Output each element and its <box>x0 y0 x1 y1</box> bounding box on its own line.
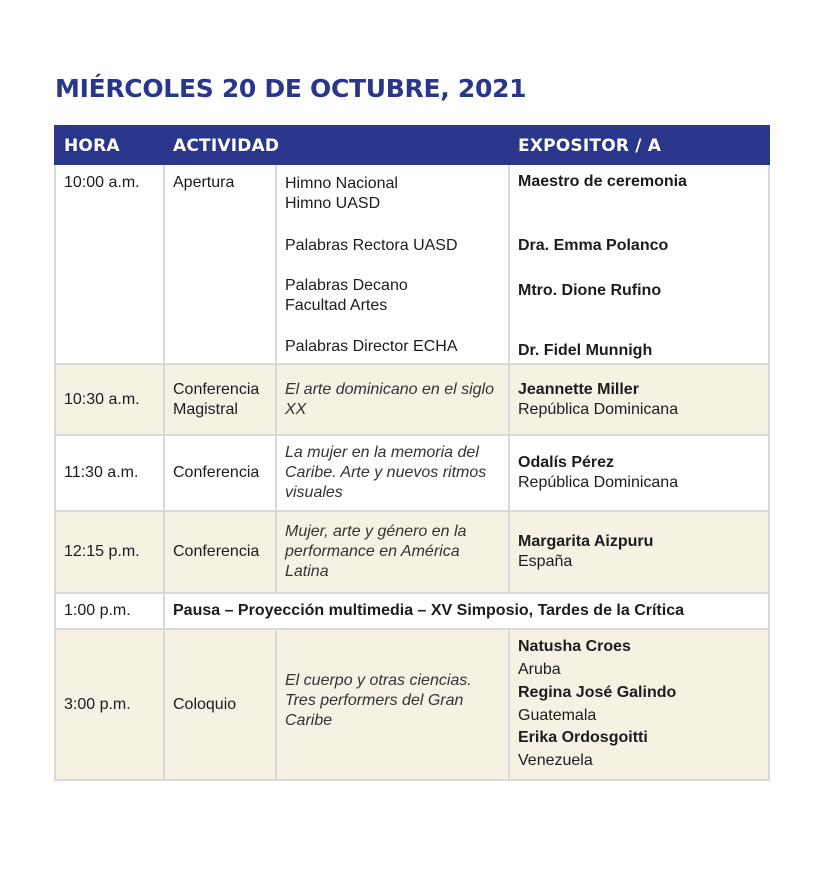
speaker-country: República Dominicana <box>518 400 679 418</box>
speaker-name: Natusha Croes <box>518 638 631 655</box>
activity-cell: Conferencia <box>164 435 276 511</box>
speaker-name: Dr. Fidel Munnigh <box>518 342 653 359</box>
activity-cell: Apertura <box>164 164 276 364</box>
activity-cell: Conferencia <box>164 511 276 593</box>
table-row <box>55 629 769 780</box>
table-row <box>55 164 769 364</box>
speaker-cell <box>509 164 769 364</box>
time-cell: 10:00 a.m. <box>55 164 164 364</box>
speaker-country: Guatemala <box>518 707 597 724</box>
speaker-cell <box>509 629 769 780</box>
header-expositor: EXPOSITOR / A <box>509 126 769 164</box>
speaker-name: Maestro de ceremonia <box>518 173 687 190</box>
page-title: MIÉRCOLES 20 DE OCTUBRE, 2021 <box>55 74 527 103</box>
activity-line: Magistral <box>173 400 238 418</box>
speaker-cell <box>509 364 769 435</box>
topic-cell: Mujer, arte y género en la performance en América Latina <box>276 511 509 593</box>
table-header-row <box>55 126 769 164</box>
speaker-name: Regina José Galindo <box>518 684 677 701</box>
speaker-country: Venezuela <box>518 752 593 769</box>
topic-cell <box>276 164 509 364</box>
speaker-country: Aruba <box>518 661 561 678</box>
table-row <box>55 364 769 435</box>
program-item: Palabras Decano <box>285 277 408 294</box>
program-item: Facultad Artes <box>285 297 388 314</box>
program-item: Himno Nacional <box>285 175 398 192</box>
activity-line: Conferencia <box>173 380 260 398</box>
schedule-table <box>54 125 770 781</box>
speaker-cell <box>509 435 769 511</box>
time-cell: 11:30 a.m. <box>55 435 164 511</box>
time-cell: 3:00 p.m. <box>55 629 164 780</box>
speaker-name: Margarita Aizpuru <box>518 533 654 550</box>
table-row <box>55 435 769 511</box>
program-item: Palabras Director ECHA <box>285 338 458 355</box>
header-actividad: ACTIVIDAD <box>164 126 509 164</box>
topic-cell: La mujer en la memoria del Caribe. Arte y nuevos ritmos visuales <box>276 435 509 511</box>
time-cell: 10:30 a.m. <box>55 364 164 435</box>
topic-cell: El cuerpo y otras ciencias. Tres performers del Gran Caribe <box>276 629 509 780</box>
speaker-name: Erika Ordosgoitti <box>518 729 648 746</box>
speaker-name: Mtro. Dione Rufino <box>518 282 662 299</box>
speaker-name: Jeannette Miller <box>518 380 639 398</box>
speaker-cell <box>509 511 769 593</box>
table-row <box>55 593 769 629</box>
program-item: Palabras Rectora UASD <box>285 237 458 254</box>
header-hora: HORA <box>55 126 164 164</box>
program-item: Himno UASD <box>285 195 381 212</box>
time-cell: 1:00 p.m. <box>55 593 164 629</box>
activity-cell: Coloquio <box>164 629 276 780</box>
speaker-country: España <box>518 553 573 570</box>
table-row <box>55 511 769 593</box>
speaker-name: Dra. Emma Polanco <box>518 237 669 254</box>
activity-cell <box>164 364 276 435</box>
topic-cell: El arte dominicano en el siglo XX <box>276 364 509 435</box>
break-cell: Pausa – Proyección multimedia – XV Simposio, Tardes de la Crítica <box>164 593 769 629</box>
time-cell: 12:15 p.m. <box>55 511 164 593</box>
speaker-name: Odalís Pérez <box>518 454 615 471</box>
speaker-country: República Dominicana <box>518 474 679 491</box>
